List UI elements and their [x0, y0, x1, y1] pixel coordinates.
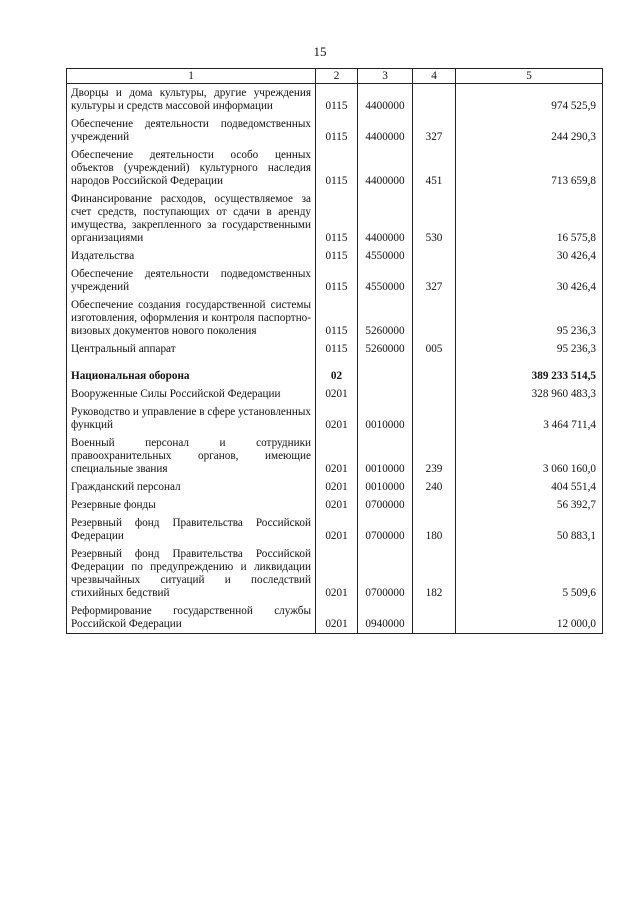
- row-article: 0940000: [358, 602, 413, 634]
- budget-table: [66, 68, 603, 634]
- row-amount: 16 575,8: [456, 190, 603, 247]
- table-row: [67, 358, 603, 385]
- row-expense: 182: [413, 545, 456, 602]
- row-expense: [413, 403, 456, 434]
- row-name: Реформирование государственной службы Российской Федерации: [67, 602, 316, 634]
- header-col-2: 2: [316, 69, 358, 84]
- row-amount: 3 060 160,0: [456, 434, 603, 478]
- row-amount: 95 236,3: [456, 296, 603, 340]
- row-section: 0201: [316, 478, 358, 496]
- row-expense: 005: [413, 340, 456, 358]
- table-row: [67, 545, 603, 602]
- row-amount: 95 236,3: [456, 340, 603, 358]
- row-amount: 30 426,4: [456, 247, 603, 265]
- row-name: Обеспечение деятельности особо ценных объектов (учреждений) культурного наследия народов Российской Федерации: [67, 146, 316, 190]
- row-name: Резервный фонд Правительства Российской Федерации по предупреждению и ликвидации чрезвычайных ситуаций и последствий стихийных бедствий: [67, 545, 316, 602]
- row-section: 0115: [316, 190, 358, 247]
- row-expense: [413, 602, 456, 634]
- row-section: 0115: [316, 296, 358, 340]
- row-article: 0010000: [358, 403, 413, 434]
- row-name: Резервные фонды: [67, 496, 316, 514]
- row-amount: 56 392,7: [456, 496, 603, 514]
- row-name: Центральный аппарат: [67, 340, 316, 358]
- row-article: 4400000: [358, 115, 413, 146]
- row-section: 0115: [316, 265, 358, 296]
- row-section: 0201: [316, 496, 358, 514]
- row-amount: 328 960 483,3: [456, 385, 603, 403]
- row-amount: 50 883,1: [456, 514, 603, 545]
- row-expense: 180: [413, 514, 456, 545]
- row-expense: [413, 296, 456, 340]
- row-amount: 3 464 711,4: [456, 403, 603, 434]
- row-amount: 404 551,4: [456, 478, 603, 496]
- row-article: 4550000: [358, 265, 413, 296]
- header-col-5: 5: [456, 69, 603, 84]
- table-row: [67, 115, 603, 146]
- row-name: Обеспечение создания государственной системы изготовления, оформления и контроля паспортно-визовых документов нового поколения: [67, 296, 316, 340]
- row-expense: [413, 84, 456, 116]
- row-amount: 5 509,6: [456, 545, 603, 602]
- row-amount: 244 290,3: [456, 115, 603, 146]
- row-section: 0115: [316, 340, 358, 358]
- row-name: Обеспечение деятельности подведомственных учреждений: [67, 265, 316, 296]
- row-section: 0201: [316, 545, 358, 602]
- table-row: [67, 190, 603, 247]
- row-expense: 240: [413, 478, 456, 496]
- row-section: 0201: [316, 403, 358, 434]
- row-article: 5260000: [358, 340, 413, 358]
- row-name: Руководство и управление в сфере установленных функций: [67, 403, 316, 434]
- table-row: [67, 340, 603, 358]
- table-body: [67, 84, 603, 634]
- row-article: 0010000: [358, 478, 413, 496]
- table-row: [67, 514, 603, 545]
- table-row: [67, 265, 603, 296]
- row-section: 0201: [316, 514, 358, 545]
- table-row: [67, 478, 603, 496]
- row-section: 02: [316, 358, 358, 385]
- table-row: [67, 602, 603, 634]
- row-amount: 30 426,4: [456, 265, 603, 296]
- row-article: 4550000: [358, 247, 413, 265]
- row-article: 0700000: [358, 496, 413, 514]
- table-row: [67, 385, 603, 403]
- row-amount: 389 233 514,5: [456, 358, 603, 385]
- table-row: [67, 247, 603, 265]
- row-article: [358, 358, 413, 385]
- row-section: 0115: [316, 84, 358, 116]
- row-amount: 713 659,8: [456, 146, 603, 190]
- row-name: Военный персонал и сотрудники правоохранительных органов, имеющие специальные звания: [67, 434, 316, 478]
- row-article: 4400000: [358, 146, 413, 190]
- header-col-4: 4: [413, 69, 456, 84]
- row-expense: 327: [413, 115, 456, 146]
- table-row: [67, 296, 603, 340]
- row-article: 0010000: [358, 434, 413, 478]
- row-article: 0700000: [358, 514, 413, 545]
- row-expense: [413, 358, 456, 385]
- row-article: 4400000: [358, 84, 413, 116]
- row-name: Издательства: [67, 247, 316, 265]
- table-row: [67, 84, 603, 116]
- row-expense: 530: [413, 190, 456, 247]
- row-amount: 974 525,9: [456, 84, 603, 116]
- row-section: 0115: [316, 115, 358, 146]
- row-name: Обеспечение деятельности подведомственных учреждений: [67, 115, 316, 146]
- row-expense: [413, 247, 456, 265]
- row-expense: 451: [413, 146, 456, 190]
- row-name: Финансирование расходов, осуществляемое за счет средств, поступающих от сдачи в аренду имущества, закрепленного за государственными организациями: [67, 190, 316, 247]
- row-name: Вооруженные Силы Российской Федерации: [67, 385, 316, 403]
- row-expense: [413, 385, 456, 403]
- table-row: [67, 496, 603, 514]
- page-number: 15: [313, 44, 327, 59]
- row-expense: [413, 496, 456, 514]
- table-row: [67, 403, 603, 434]
- row-section: 0201: [316, 434, 358, 478]
- row-section: 0115: [316, 247, 358, 265]
- table-row: [67, 434, 603, 478]
- table-row: [67, 146, 603, 190]
- row-article: [358, 385, 413, 403]
- row-expense: 239: [413, 434, 456, 478]
- row-section: 0201: [316, 385, 358, 403]
- row-article: 5260000: [358, 296, 413, 340]
- row-name: Национальная оборона: [67, 358, 316, 385]
- row-amount: 12 000,0: [456, 602, 603, 634]
- row-name: Дворцы и дома культуры, другие учреждения культуры и средств массовой информации: [67, 84, 316, 116]
- row-section: 0201: [316, 602, 358, 634]
- table-header-row: [67, 69, 603, 84]
- row-article: 4400000: [358, 190, 413, 247]
- header-col-1: 1: [67, 69, 316, 84]
- row-article: 0700000: [358, 545, 413, 602]
- row-section: 0115: [316, 146, 358, 190]
- row-name: Резервный фонд Правительства Российской Федерации: [67, 514, 316, 545]
- row-name: Гражданский персонал: [67, 478, 316, 496]
- header-col-3: 3: [358, 69, 413, 84]
- row-expense: 327: [413, 265, 456, 296]
